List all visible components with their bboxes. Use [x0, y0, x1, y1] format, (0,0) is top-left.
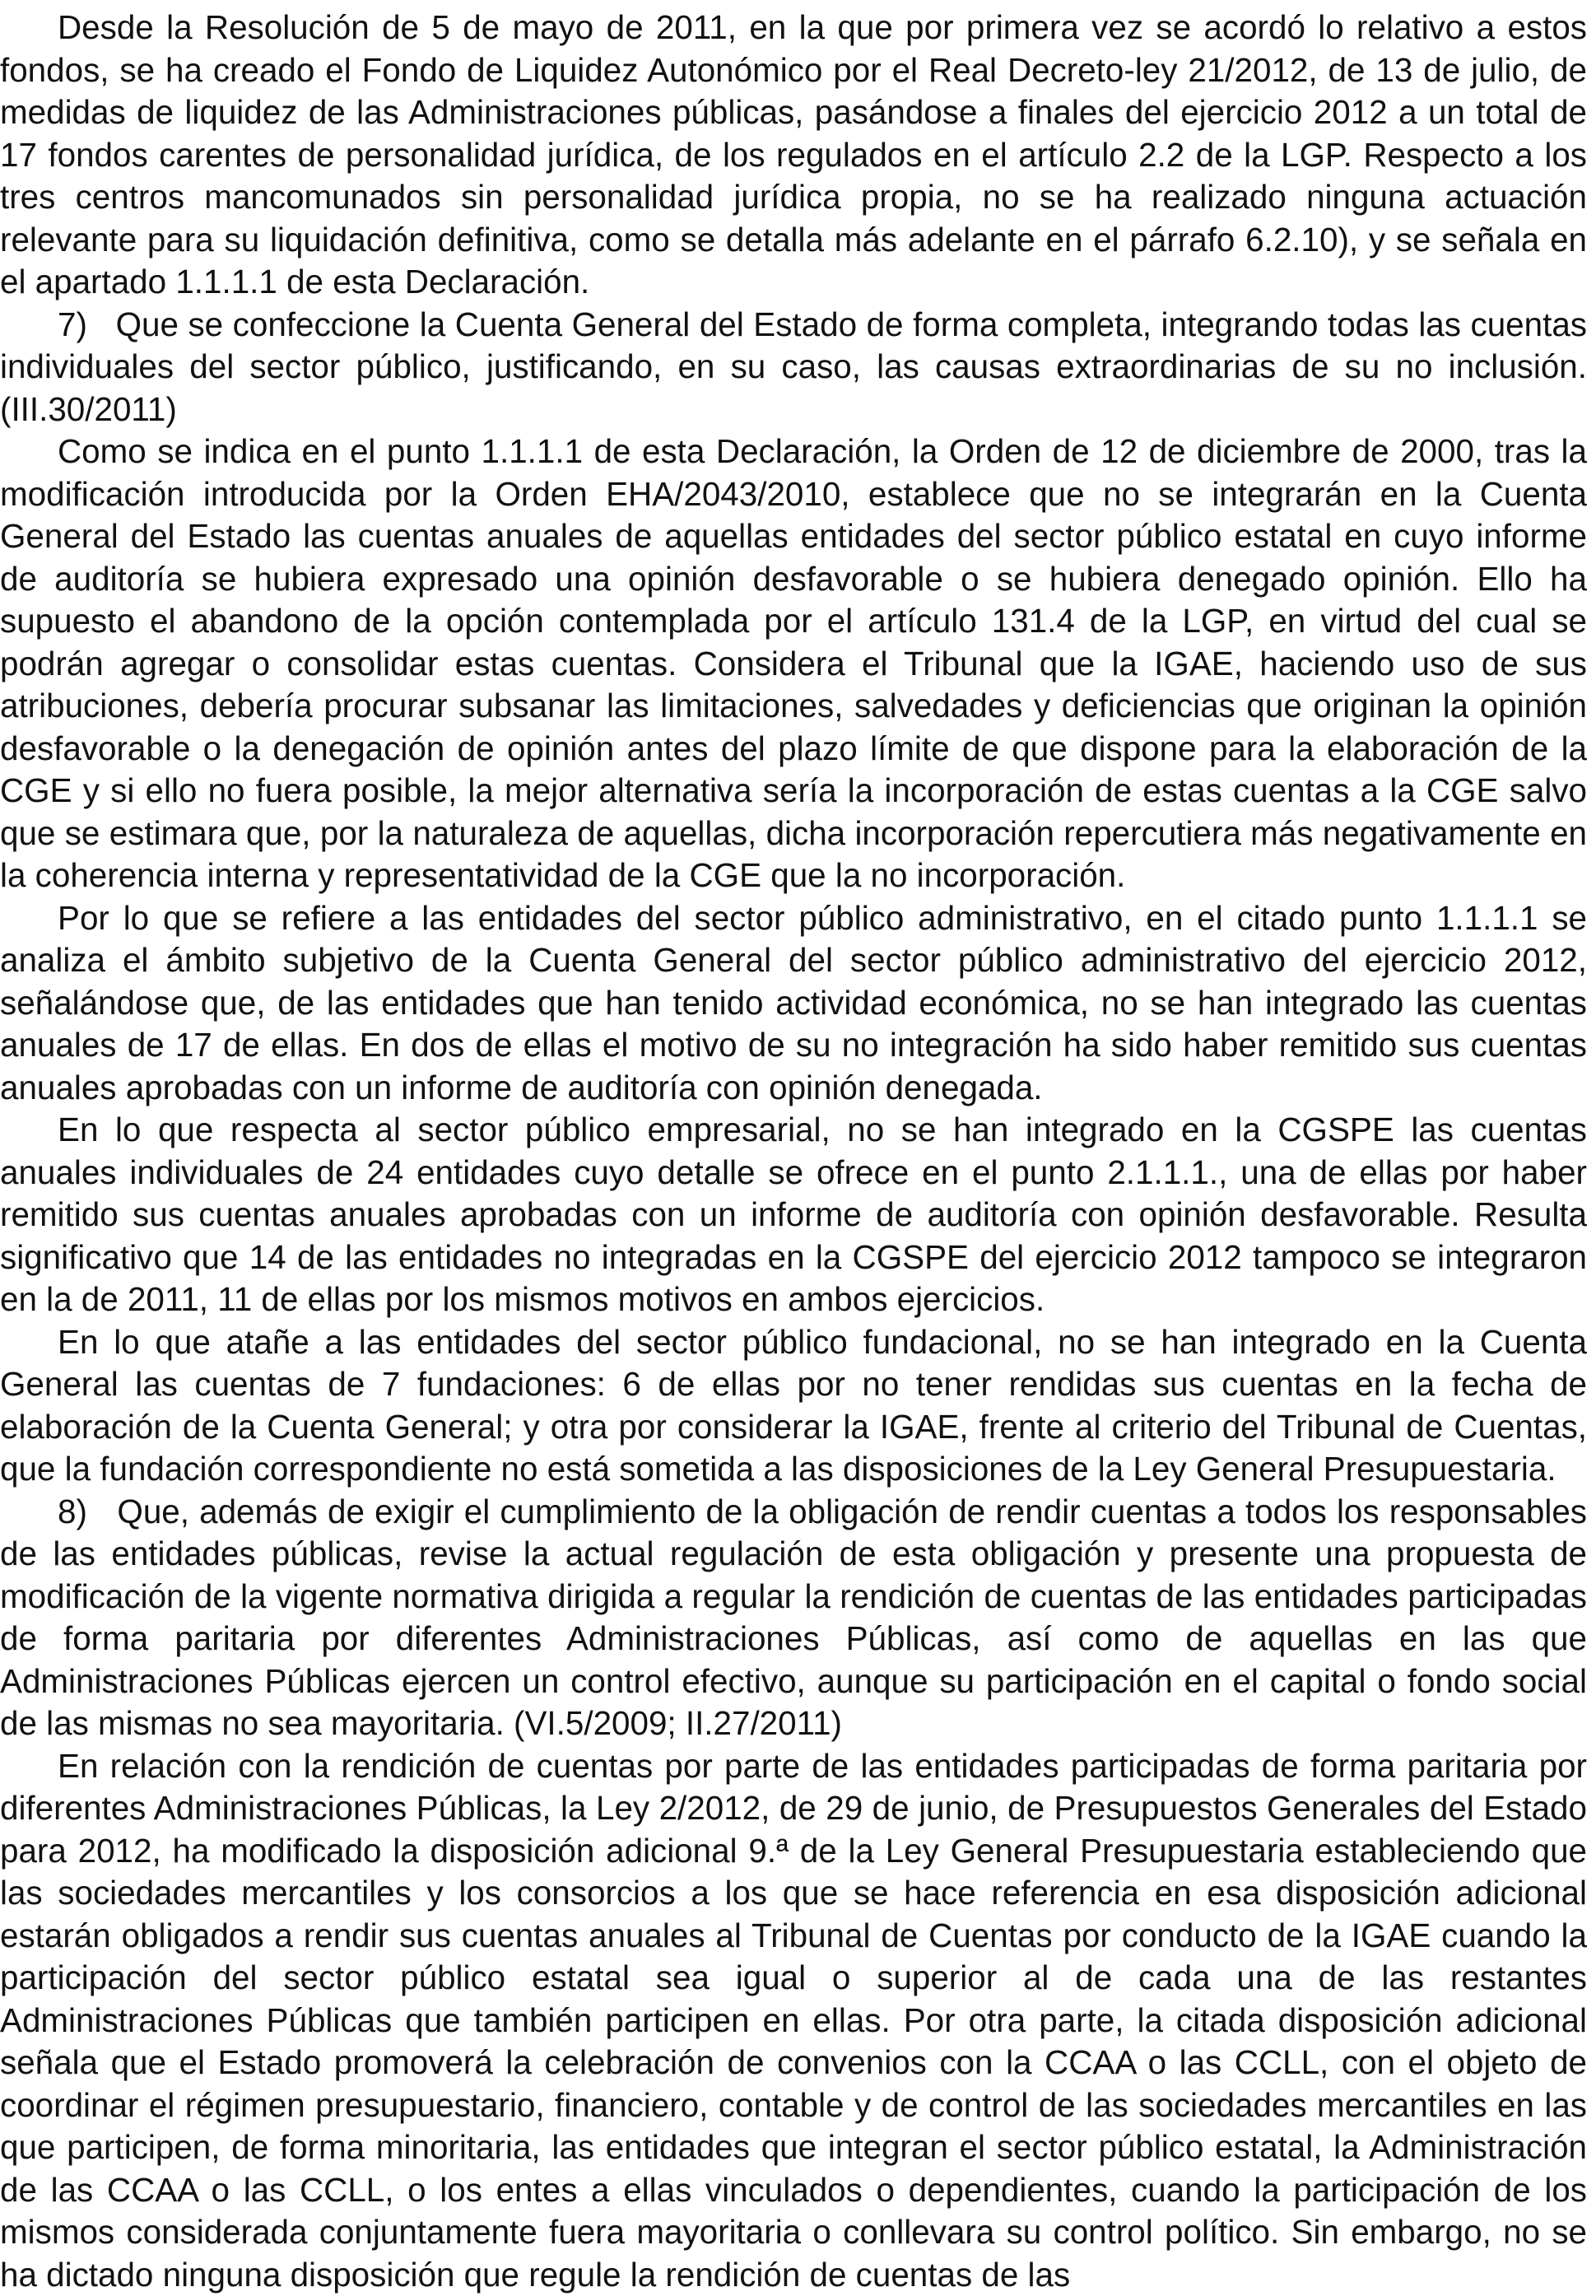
- paragraph-rendicion-cuentas: En relación con la rendición de cuentas por parte de las entidades participadas de forma paritaria por diferentes Administraciones Públicas, la Ley 2/2012, de 29 de junio, de Presupuestos Generales del Estado para 2012, ha modificado la disposición adicional 9.ª de la Ley General Presupuestaria estableciendo que las sociedades mercantiles y los consorcios a los que se hace referencia en esa disposición adicional estarán obligados a rendir sus cuentas anuales al Tribunal de Cuentas por conducto de la IGAE cuando la participación del sector público estatal sea igual o superior al de cada una de las restantes Administraciones Públicas que también participen en ellas. Por otra parte, la citada disposición adicional señala que el Estado promoverá la celebración de convenios con la CCAA o las CCLL, con el objeto de coordinar el régimen presupuestario, financiero, contable y de control de las sociedades mercantiles en las que participen, de forma minoritaria, las entidades que integran el sector público estatal, la Administración de las CCAA o las CCLL, o los entes a ellas vinculados o dependientes, cuando la participación de los mismos considerada conjuntamente fuera mayoritaria o conllevara su control político. Sin embargo, no se ha dictado ninguna disposición que regule la rendición de cuentas de las: [0, 1745, 1587, 2296]
- paragraph-sector-empresarial: En lo que respecta al sector público empresarial, no se han integrado en la CGSPE las cuentas anuales individuales de 24 entidades cuyo detalle se ofrece en el punto 2.1.1.1., una de ellas por haber remitido sus cuentas anuales aprobadas con un informe de auditoría con opinión desfavorable. Resulta significativo que 14 de las entidades no integradas en la CGSPE del ejercicio 2012 tampoco se integraron en la de 2011, 11 de ellas por los mismos motivos en ambos ejercicios.: [0, 1109, 1587, 1321]
- paragraph-sector-fundacional: En lo que atañe a las entidades del sector público fundacional, no se han integrado en la Cuenta General las cuentas de 7 fundaciones: 6 de ellas por no tener rendidas sus cuentas en la fecha de elaboración de la Cuenta General; y otra por considerar la IGAE, frente al criterio del Tribunal de Cuentas, que la fundación correspondiente no está sometida a las disposiciones de la Ley General Presupuestaria.: [0, 1321, 1587, 1491]
- paragraph-fondos-liquidez: Desde la Resolución de 5 de mayo de 2011, en la que por primera vez se acordó lo relativo a estos fondos, se ha creado el Fondo de Liquidez Autonómico por el Real Decreto-ley 21/2012, de 13 de julio, de medidas de liquidez de las Administraciones públicas, pasándose a finales del ejercicio 2012 a un total de 17 fondos carentes de personalidad jurídica, de los regulados en el artículo 2.2 de la LGP. Respecto a los tres centros mancomunados sin personalidad jurídica propia, no se ha realizado ninguna actuación relevante para su liquidación definitiva, como se detalla más adelante en el párrafo 6.2.10), y se señala en el apartado 1.1.1.1 de esta Declaración.: [0, 7, 1587, 304]
- document-body: [0, 7, 1587, 2296]
- paragraph-sector-administrativo: Por lo que se refiere a las entidades del sector público administrativo, en el citado punto 1.1.1.1 se analiza el ámbito subjetivo de la Cuenta General del sector público administrativo del ejercicio 2012, señalándose que, de las entidades que han tenido actividad económica, no se han integrado las cuentas anuales de 17 de ellas. En dos de ellas el motivo de su no integración ha sido haber remitido sus cuentas anuales aprobadas con un informe de auditoría con opinión denegada.: [0, 897, 1587, 1110]
- paragraph-recommendation-8: 8) Que, además de exigir el cumplimiento de la obligación de rendir cuentas a todos los responsables de las entidades públicas, revise la actual regulación de esta obligación y presente una propuesta de modificación de la vigente normativa dirigida a regular la rendición de cuentas de las entidades participadas de forma paritaria por diferentes Administraciones Públicas, así como de aquellas en las que Administraciones Públicas ejercen un control efectivo, aunque su participación en el capital o fondo social de las mismas no sea mayoritaria. (VI.5/2009; II.27/2011): [0, 1491, 1587, 1745]
- paragraph-orden-2000: Como se indica en el punto 1.1.1.1 de esta Declaración, la Orden de 12 de diciembre de 2000, tras la modificación introducida por la Orden EHA/2043/2010, establece que no se integrarán en la Cuenta General del Estado las cuentas anuales de aquellas entidades del sector público estatal en cuyo informe de auditoría se hubiera expresado una opinión desfavorable o se hubiera denegado opinión. Ello ha supuesto el abandono de la opción contemplada por el artículo 131.4 de la LGP, en virtud del cual se podrán agregar o consolidar estas cuentas. Considera el Tribunal que la IGAE, haciendo uso de sus atribuciones, debería procurar subsanar las limitaciones, salvedades y deficiencias que originan la opinión desfavorable o la denegación de opinión antes del plazo límite de que dispone para la elaboración de la CGE y si ello no fuera posible, la mejor alternativa sería la incorporación de estas cuentas a la CGE salvo que se estimara que, por la naturaleza de aquellas, dicha incorporación repercutiera más negativamente en la coherencia interna y representatividad de la CGE que la no incorporación.: [0, 431, 1587, 897]
- paragraph-recommendation-7: 7) Que se confeccione la Cuenta General del Estado de forma completa, integrando todas las cuentas individuales del sector público, justificando, en su caso, las causas extraordinarias de su no inclusión. (III.30/2011): [0, 304, 1587, 431]
